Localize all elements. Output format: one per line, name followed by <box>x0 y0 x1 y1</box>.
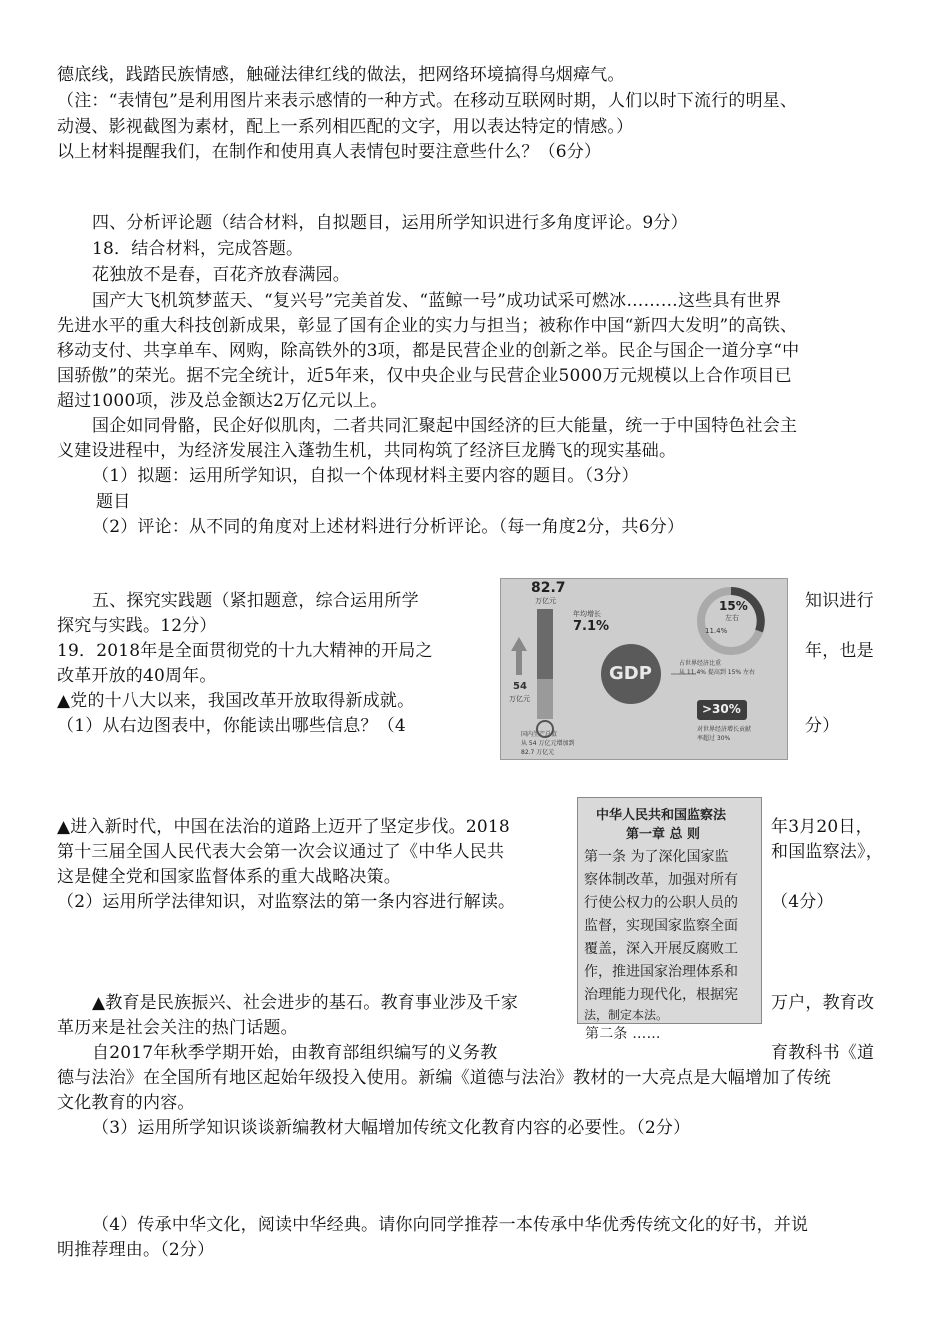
question-19-3: （3）运用所学知识谈谈新编教材大幅增加传统文化教育内容的必要性。（2分） <box>92 1118 691 1138</box>
text-line: 年3月20日， <box>771 817 873 837</box>
question-19-2: （2）运用所学法律知识，对监察法的第一条内容进行解读。 <box>57 892 516 912</box>
text-line: 德与法治》在全国所有地区起始年级投入使用。新编《道德与法治》教材的一大亮点是大幅增加了传统 <box>57 1068 831 1088</box>
contrib-value: >30% <box>702 702 741 716</box>
question-19-heading: 19．2018年是全面贯彻党的十九大精神的开局之 <box>57 641 433 661</box>
question-19-1: （1）从右边图表中，你能读出哪些信息？（4 <box>57 716 406 736</box>
gdp-center-label: GDP <box>609 663 652 684</box>
text-line: 年，也是 <box>805 641 874 661</box>
gdp-top-value: 82.7 <box>531 580 566 596</box>
law-article-line: 覆盖，深入开展反腐败工 <box>584 941 738 957</box>
text-line: 国产大飞机筑梦蓝天、“复兴号”完美首发、“蓝鲸一号”成功试采可燃冰………这些具有世界 <box>92 291 782 311</box>
law-article-line: 治理能力现代化，根据宪 <box>584 987 738 1003</box>
title-answer-label: 题目 <box>96 492 131 512</box>
text-line: ▲党的十八大以来，我国改革开放取得新成就。 <box>57 691 415 711</box>
text-line: ▲进入新时代，中国在法治的道路上迈开了坚定步伐。2018 <box>57 817 510 837</box>
section-4-heading: 四、分析评论题（结合材料，自拟题目，运用所学知识进行多角度评论。9分） <box>92 213 688 233</box>
text-line: 明推荐理由。（2分） <box>57 1240 215 1260</box>
text-line: ▲教育是民族振兴、社会进步的基石。教育事业涉及千家 <box>92 993 519 1013</box>
note-line: （注：“表情包”是利用图片来表示感情的一种方式。在移动互联网时期，人们以时下流行的明星、 <box>57 91 798 111</box>
law-article-line: 监督，实现国家监察全面 <box>584 918 738 934</box>
text-line: 万户，教育改 <box>771 993 875 1013</box>
text-line: 第十三届全国人民代表大会第一次会议通过了《中华人民共 <box>57 842 505 862</box>
supervision-law-clipping <box>577 797 762 1024</box>
gdp-bar-bottom <box>537 679 553 719</box>
share-value: 15% <box>719 599 748 613</box>
growth-value: 7.1% <box>573 619 610 634</box>
text-line: 自2017年秋季学期开始，由教育部组织编写的义务教 <box>92 1043 498 1063</box>
text-line: 德底线，践踏民族情感，触碰法律红线的做法，把网络环境搞得乌烟瘴气。 <box>57 65 625 85</box>
law-chapter: 第一章 总 则 <box>626 827 701 842</box>
section-5-heading: 五、探究实践题（紧扣题意，综合运用所学 <box>92 591 419 611</box>
text-line: 花独放不是春，百花齐放春满园。 <box>92 265 350 285</box>
text-line: 超过1000项，涉及总金额达2万亿元以上。 <box>57 391 388 411</box>
contrib-note-2: 率超过 30% <box>697 735 731 742</box>
law-article-line: 行使公权力的公职人员的 <box>584 895 738 911</box>
question-19-1-score: 分） <box>805 716 840 736</box>
text-line: 和国监察法》， <box>771 842 883 862</box>
law-article-line: 第一条 为了深化国家监 <box>584 849 729 865</box>
law-article-line: 察体制改革，加强对所有 <box>584 872 738 888</box>
gdp-caption-3: 82.7 万亿元 <box>521 749 555 756</box>
law-article-line: 法，制定本法。 <box>584 1008 669 1022</box>
gdp-caption-2: 从 54 万亿元增加到 <box>521 740 575 747</box>
share-note-1: 占世界经济比重 <box>679 660 722 667</box>
share-inner: 11.4% <box>705 627 728 635</box>
gdp-bottom-value: 54 <box>513 681 527 692</box>
question-19-4: （4）传承中华文化，阅读中华经典。请你向同学推荐一本传承中华优秀传统文化的好书，并说 <box>92 1215 809 1235</box>
text-line: 探究与实践。12分） <box>57 616 217 636</box>
law-title: 中华人民共和国监察法 <box>596 808 727 823</box>
gdp-bar-top <box>537 609 553 679</box>
question-18-1: （1）拟题：运用所学知识，自拟一个体现材料主要内容的题目。（3分） <box>92 466 639 486</box>
text-line: 义建设进程中，为经济发展注入蓬勃生机，共同构筑了经济巨龙腾飞的现实基础。 <box>57 441 677 461</box>
text-line: 国骄傲”的荣光。据不完全统计，近5年来，仅中央企业与民营企业5000万元规模以上合作项目已 <box>57 366 792 386</box>
question-17-prompt: 以上材料提醒我们，在制作和使用真人表情包时要注意些什么？（6分） <box>57 142 602 162</box>
note-line: 动漫、影视截图为素材，配上一系列相匹配的文字，用以表达特定的情感。） <box>57 117 634 137</box>
text-line: 革历来是社会关注的热门话题。 <box>57 1018 298 1038</box>
gdp-top-unit: 万亿元 <box>535 597 556 605</box>
text-line: 这是健全党和国家监督体系的重大战略决策。 <box>57 867 401 887</box>
text-line: 先进水平的重大科技创新成果，彰显了国有企业的实力与担当；被称作中国“新四大发明”的高铁、 <box>57 316 798 336</box>
gdp-bottom-unit: 万亿元 <box>509 695 530 703</box>
section-5-heading-cont: 知识进行 <box>805 591 874 611</box>
question-18-2: （2）评论：从不同的角度对上述材料进行分析评论。（每一角度2分，共6分） <box>92 517 685 537</box>
question-18-heading: 18．结合材料，完成答题。 <box>92 239 304 259</box>
question-19-2-score: （4分） <box>771 892 834 912</box>
gdp-infographic <box>500 578 788 760</box>
text-line: 育教科书《道 <box>771 1043 875 1063</box>
text-line: 改革开放的40周年。 <box>57 666 217 686</box>
text-line: 文化教育的内容。 <box>57 1093 195 1113</box>
share-note-2: 从 11.4% 提高到 15% 左右 <box>679 669 756 676</box>
contrib-note-1: 对世界经济增长贡献 <box>697 726 752 733</box>
law-article-2: 第二条 …… <box>585 1026 661 1042</box>
law-article-line: 作，推进国家治理体系和 <box>584 964 738 980</box>
text-line: 国企如同骨骼，民企好似肌肉，二者共同汇聚起中国经济的巨大能量，统一于中国特色社会主 <box>92 416 798 436</box>
share-sub: 左右 <box>725 614 739 622</box>
gdp-caption-1: 国内生产总值 <box>521 731 558 738</box>
text-line: 移动支付、共享单车、网购，除高铁外的3项，都是民营企业的创新之举。民企与国企一道分享“中 <box>57 341 800 361</box>
growth-label: 年均增长 <box>573 610 601 618</box>
